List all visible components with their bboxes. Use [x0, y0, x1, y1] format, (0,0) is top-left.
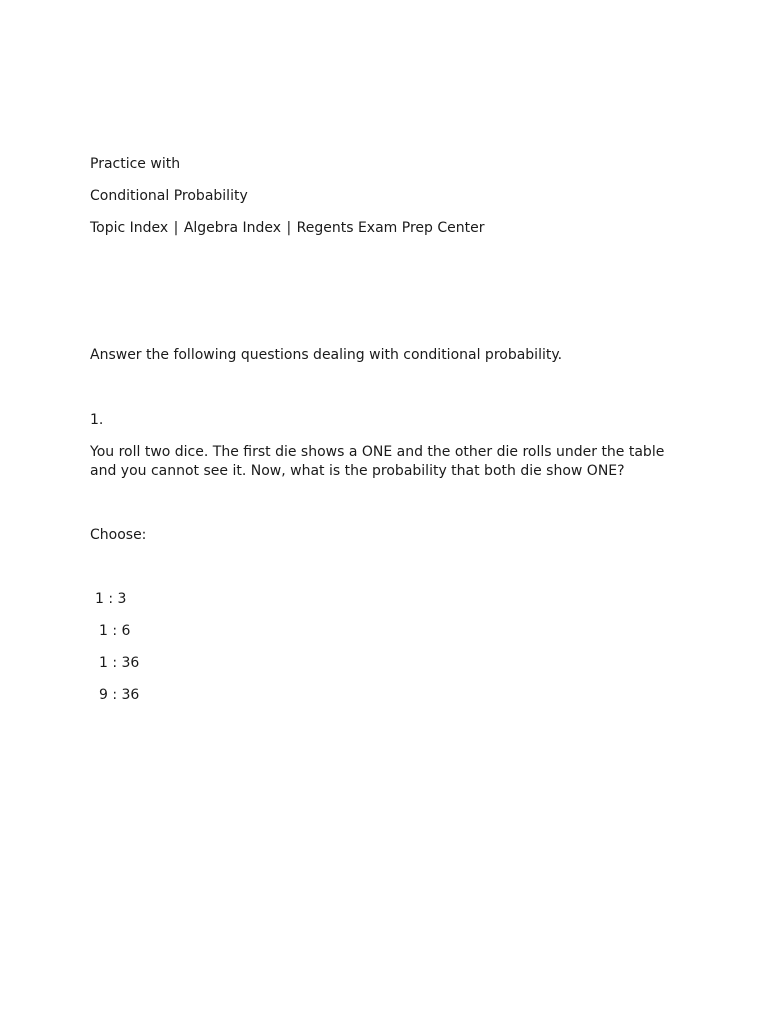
nav-separator: |: [286, 220, 292, 236]
nav-separator: |: [173, 220, 179, 236]
page-title: Conditional Probability: [90, 188, 248, 204]
question-number: 1.: [90, 412, 104, 428]
answer-option[interactable]: 1 : 36: [99, 655, 140, 671]
choose-label: Choose:: [90, 527, 147, 543]
nav-link-topic-index[interactable]: Topic Index: [90, 220, 169, 236]
nav-link-regents-exam-prep-center[interactable]: Regents Exam Prep Center: [296, 220, 485, 236]
answer-option[interactable]: 1 : 6: [99, 623, 131, 639]
answer-option[interactable]: 9 : 36: [99, 687, 140, 703]
header-line-practice: Practice with: [90, 156, 181, 172]
answer-option[interactable]: 1 : 3: [95, 591, 127, 607]
instructions-text: Answer the following questions dealing with conditional probability.: [90, 347, 563, 363]
nav-link-algebra-index[interactable]: Algebra Index: [183, 220, 282, 236]
header-nav: [90, 219, 484, 238]
question-text: You roll two dice. The first die shows a ONE and the other die rolls under the table and you cannot see it. Now, what is the probability that both die show ONE?: [90, 444, 665, 479]
